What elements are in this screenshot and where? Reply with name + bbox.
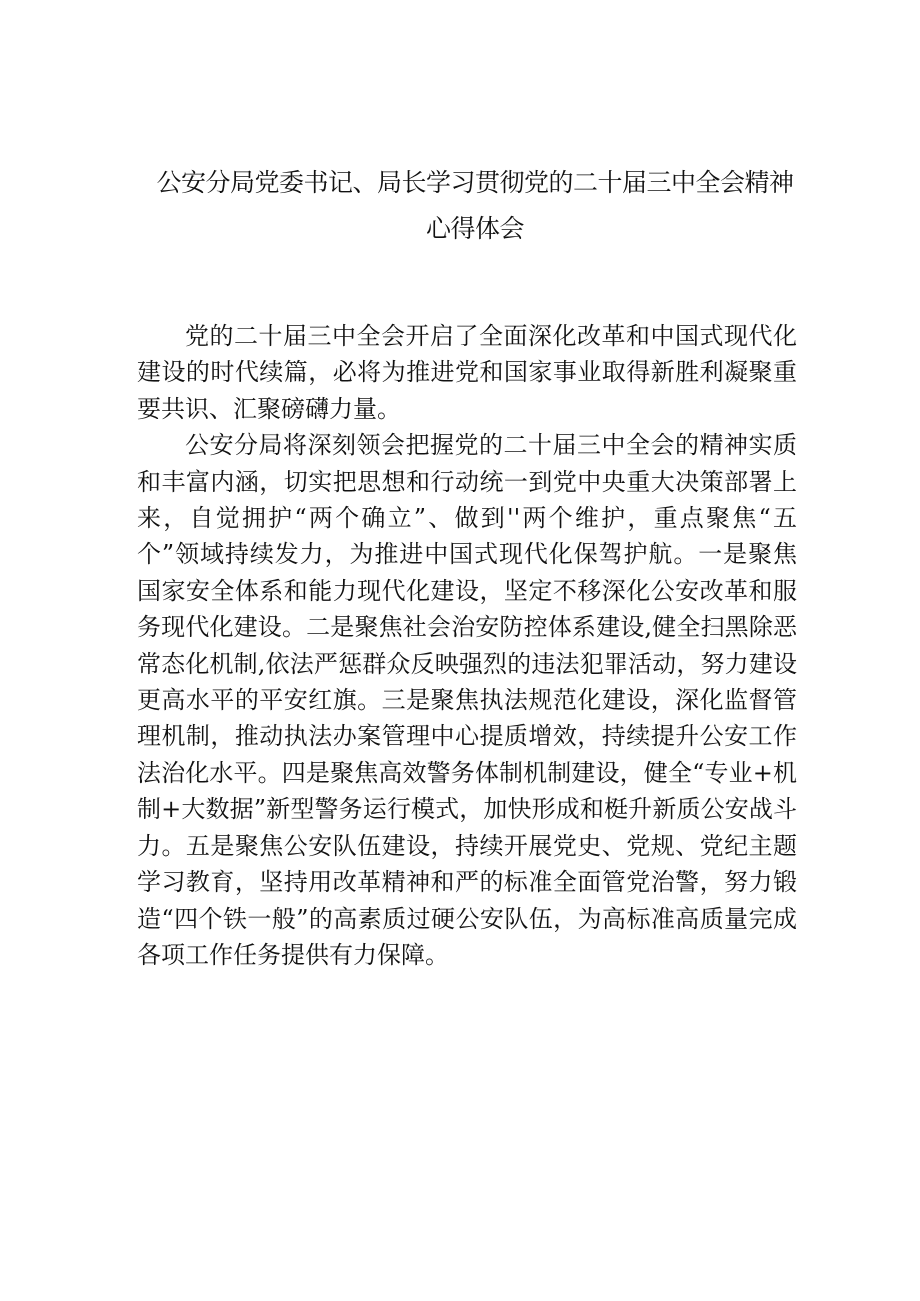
title-line-1: 公安分局党委书记、局长学习贯彻党的二十届三中全会精神 [156,168,794,197]
document-body [137,318,797,973]
paragraph-2: 公安分局将深刻领会把握党的二十届三中全会的精神实质和丰富内涵，切实把思想和行动统一到党中央重大决策部署上来，自觉拥护“两个确立”、做到''两个维护，重点聚焦“五个”领域持续发力，为推进中国式现代化保驾护航。一是聚焦国家安全体系和能力现代化建设，坚定不移深化公安改革和服务现代化建设。二是聚焦社会治安防控体系建设,健全扫黑除恶常态化机制,依法严惩群众反映强烈的违法犯罪活动，努力建设更高水平的平安红旗。三是聚焦执法规范化建设，深化监督管理机制，推动执法办案管理中心提质增效，持续提升公安工作法治化水平。四是聚焦高效警务体制机制建设，健全“专业+机制+大数据”新型警务运行模式，加快形成和梃升新质公安战斗力。五是聚焦公安队伍建设，持续开展党史、党规、党纪主题学习教育，坚持用改革精神和严的标准全面管党治警，努力锻造“四个铁一般”的高素质过硬公安队伍，为高标准高质量完成各项工作任务提供有力保障。 [137,431,797,969]
document-title [150,160,800,252]
title-line-2: 心得体会 [425,214,524,243]
paragraph-1: 党的二十届三中全会开启了全面深化改革和中国式现代化建设的时代续篇，必将为推进党和国家事业取得新胜利凝聚重要共识、汇聚磅礴力量。 [137,322,797,423]
